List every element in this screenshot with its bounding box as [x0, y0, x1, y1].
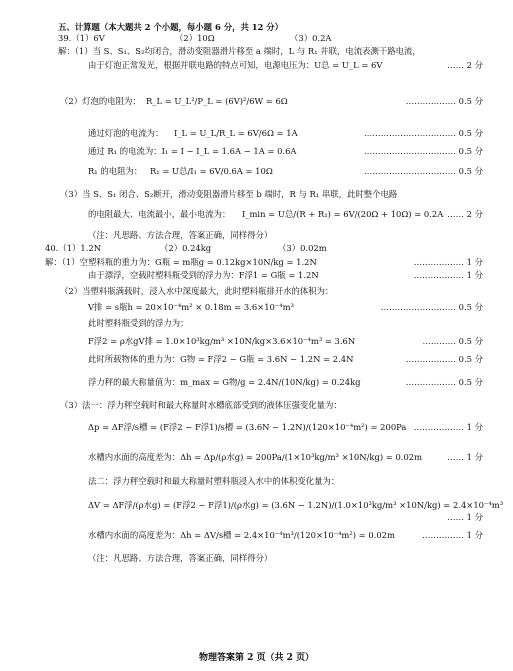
- q39-points-2: ……………… 0.5 分: [405, 96, 483, 106]
- q40-points-3: ……………………… 0.5 分: [380, 302, 483, 312]
- q40-solution-2a: （2）当塑料瓶满载时，浸入水中深度最大，此时塑料瓶排开水的体积为：: [60, 286, 334, 296]
- q39-points-5: …………………………… 0.5 分: [363, 166, 483, 176]
- q39-solution-2d-eq: R₁ = U总/I₁ = 6V/0.6A = 10Ω: [150, 166, 273, 176]
- q40-solution-1b: 由于漂浮，空载时塑料瓶受到的浮力为：F浮1 = G瓶 = 1.2N: [88, 270, 319, 280]
- q39-solution-2-eq: R_L = U_L²/P_L = (6V)²/6W = 6Ω: [146, 96, 288, 106]
- q39-solution-2c: 通过 R₁ 的电流为：I₁ = I − I_L = 1.6A − 1A = 0.6A: [88, 146, 297, 156]
- q39-solution-3a: （3）当 S、S₁ 闭合、S₂断开，滑动变阻器滑片移至 b 端时，R 与 R₁ 串联，此时整个电路: [60, 189, 398, 199]
- q39-solution-2b-label: 通过灯泡的电流为：: [88, 128, 164, 138]
- q40-points-10: …………… 1 分: [422, 530, 483, 540]
- q39-solution-2-label: （2）灯泡的电阻为：: [60, 96, 141, 106]
- q40-points-7: ……………… 1 分: [413, 422, 483, 432]
- q40-points-9: …… 1 分: [447, 512, 483, 522]
- q40-solution-2c: 此时塑料瓶受到的浮力为：: [88, 318, 189, 328]
- section-title: 五、计算题（本大题共 2 个小题，每小题 6 分，共 12 分）: [58, 22, 284, 32]
- q39-solution-3b-label: 的电阻最大、电流最小，最小电流为：: [88, 209, 231, 219]
- q39-answer-3: （3）0.2A: [290, 33, 332, 43]
- q40-solution-2b: V排 = s瓶h = 20×10⁻⁴m² × 0.18m = 3.6×10⁻⁴m³: [88, 302, 294, 312]
- q40-answer-1: 40.（1）1.2N: [45, 243, 102, 253]
- q40-solution-3a: （3）法一：浮力秤空载时和最大称量时水槽底部受到的液体压强变化量为：: [60, 400, 342, 410]
- q40-points-4: ………… 0.5 分: [422, 336, 483, 346]
- page-footer: 物理答案第 2 页（共 2 页）: [198, 653, 315, 663]
- q40-answer-2: （2）0.24kg: [160, 243, 212, 253]
- q39-note: （注：凡思路、方法合理，答案正确，同样得分）: [88, 230, 273, 240]
- q40-solution-2f: 浮力秤的最大称量值为：m_max = G物/g = 2.4N/(10N/kg) = 0.24kg: [88, 377, 361, 387]
- q40-points-6: ……………… 0.5 分: [405, 377, 483, 387]
- q40-solution-3c: 水槽内水面的高度差为：Δh = Δp/(ρ水g) = 200Pa/(1×10³kg/m³ ×10N/kg) = 0.02m: [88, 452, 423, 462]
- q39-answer-1: 39.（1）6V: [58, 33, 105, 43]
- q39-points-3: …………………………… 0.5 分: [363, 128, 483, 138]
- q40-points-5: ……………… 0.5 分: [405, 354, 483, 364]
- q40-solution-3f: 水槽内水面的高度差为：Δh = ΔV/s槽 = 2.4×10⁻⁴m³/(120×10⁻⁴m²) = 0.02m: [88, 530, 395, 540]
- q40-solution-2e: 此时所载物体的重力为：G物 = F浮2 − G瓶 = 3.6N − 1.2N = 2.4N: [88, 354, 354, 364]
- q40-solution-2d: F浮2 = ρ水gV排 = 1.0×10³kg/m³ ×10N/kg×3.6×10⁻⁴m³ = 3.6N: [88, 336, 356, 346]
- q39-solution-1b: 由于灯泡正常发光，根据并联电路的特点可知，电源电压为：U总 = U_L = 6V: [88, 60, 383, 70]
- q40-points-2: ……………… 1 分: [413, 270, 483, 280]
- q40-answer-3: （3）0.02m: [278, 243, 327, 253]
- q39-points-6: …… 2 分: [447, 209, 483, 219]
- q39-solution-2b-eq: I_L = U_L/R_L = 6V/6Ω = 1A: [174, 128, 298, 138]
- q40-note: （注：凡思路、方法合理，答案正确，同样得分）: [88, 553, 273, 563]
- q40-solution-3d: 法二：浮力秤空载时和最大称量时塑料瓶浸入水中的体积变化量为：: [88, 476, 340, 486]
- q39-points-4: …………………………… 0.5 分: [363, 146, 483, 156]
- q39-solution-2d-label: R₁ 的电阻为：: [88, 166, 143, 176]
- q39-points-1: …… 2 分: [447, 60, 483, 70]
- q39-solution-3b-eq: I_min = U总/(R + R₁) = 6V/(20Ω + 10Ω) = 0.2A: [242, 209, 444, 219]
- q40-points-8: …… 1 分: [447, 452, 483, 462]
- q39-solution-1a: 解：（1）当 S、S₁、S₂均闭合，滑动变阻器滑片移至 a 端时，L 与 R₁ 并联，电流表测干路电流，: [58, 46, 421, 56]
- q40-solution-3e: ΔV = ΔF浮/(ρ水g) = (F浮2 − F浮1)/(ρ水g) = (3.6N − 1.2N)/(1.0×10³kg/m³ ×10N/kg) = 2.4×10⁻⁴m³: [88, 500, 504, 510]
- q40-solution-1a: 解：（1）空塑料瓶的重力为：G瓶 = m瓶g = 0.12kg×10N/kg = 1.2N: [45, 257, 317, 267]
- q40-points-1: ……………… 1 分: [413, 257, 483, 267]
- q40-solution-3b: Δp = ΔF浮/s槽 = (F浮2 − F浮1)/s槽 = (3.6N − 1.2N)/(120×10⁻⁴m²) = 200Pa: [88, 422, 407, 432]
- q39-answer-2: （2）10Ω: [175, 33, 215, 43]
